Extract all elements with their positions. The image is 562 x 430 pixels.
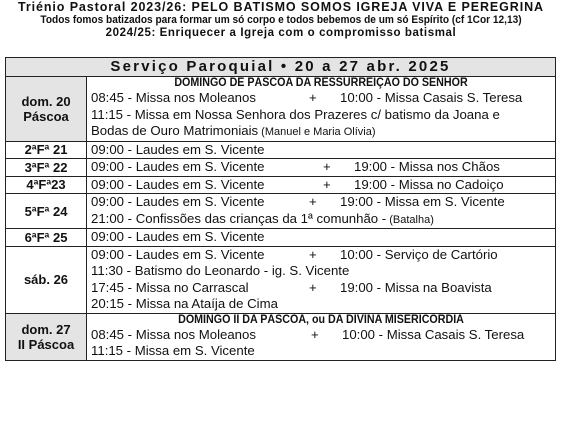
event-line — [87, 280, 555, 297]
event-text: 11:30 - Batismo do Leonardo - ig. S. Vicente — [91, 263, 350, 278]
liturgical-title: DOMINGO II DA PÁSCOA, ou DA DIVINA MISERICÓRDIA — [178, 313, 464, 326]
event-line — [87, 229, 555, 246]
event-text: 21:00 - Confissões das crianças da 1ª comunhão - — [91, 210, 387, 226]
event-note: (Batalha) — [386, 213, 434, 226]
event-text-secondary: 10:00 - Serviço de Cartório — [340, 246, 498, 262]
day-label: 5ªFª 24 — [24, 203, 68, 219]
event-line — [87, 327, 555, 344]
day-cell — [6, 159, 87, 177]
event-line — [87, 177, 555, 194]
header-line-3: 2024/25: Enriquecer a Igreja com o compromisso batismal — [105, 27, 457, 39]
day-label: 2ªFª 21 — [24, 142, 68, 158]
event-text: 20:15 - Missa na Ataíja de Cima — [91, 296, 278, 311]
event-text: 09:00 - Laudes em S. Vicente — [91, 159, 265, 174]
event-line — [87, 123, 555, 141]
events-cell — [87, 159, 556, 177]
day-cell — [6, 194, 87, 229]
schedule-title: Serviço Paroquial • 20 a 27 abr. 2025 — [6, 58, 556, 77]
event-text-secondary: 10:00 - Missa Casais S. Teresa — [340, 90, 523, 105]
event-line — [87, 159, 555, 176]
event-line — [87, 296, 555, 313]
schedule-row — [6, 194, 556, 229]
event-line — [87, 247, 555, 264]
event-note: (Manuel e Maria Olívia) — [258, 126, 376, 138]
events-cell — [87, 176, 556, 194]
liturgical-title: DOMINGO DE PÁSCOA DA RESSURREIÇÃO DO SENHOR — [174, 77, 468, 89]
day-cell — [6, 246, 87, 313]
day-cell — [6, 229, 87, 247]
event-text-secondary: 19:00 - Missa no Cadoiço — [354, 176, 504, 192]
events-cell — [87, 246, 556, 313]
schedule-row — [6, 229, 556, 247]
day-cell — [6, 77, 87, 142]
event-line — [87, 107, 555, 124]
header-line-2: Todos fomos batizados para formar um só corpo e todos bebemos de um só Espírito (cf 1Cor 12,13) — [40, 14, 522, 26]
schedule-row — [6, 246, 556, 313]
day-label: 3ªFª 22 — [24, 159, 68, 175]
day-label: 4ªFª23 — [26, 177, 66, 193]
event-line — [87, 142, 555, 159]
plus-separator: + — [309, 90, 317, 105]
schedule-row — [6, 176, 556, 194]
plus-separator: + — [311, 326, 319, 342]
event-line — [87, 194, 555, 211]
events-cell — [87, 313, 556, 360]
event-text: 09:00 - Laudes em S. Vicente — [91, 246, 265, 262]
schedule-row — [6, 159, 556, 177]
event-text: 11:15 - Missa em S. Vicente — [91, 343, 255, 358]
event-text: 08:45 - Missa nos Moleanos — [91, 90, 256, 105]
day-sublabel: II Páscoa — [17, 336, 75, 352]
schedule-rows — [6, 77, 556, 361]
plus-separator: + — [323, 176, 331, 192]
day-label: dom. 20 — [21, 93, 71, 109]
event-line — [87, 263, 555, 280]
day-cell — [6, 313, 87, 360]
events-cell — [87, 141, 556, 159]
header — [0, 1, 562, 40]
event-text-secondary: 19:00 - Missa na Boavista — [340, 279, 492, 295]
event-text: Bodas de Ouro Matrimoniais — [91, 123, 259, 138]
events-cell — [87, 77, 556, 142]
events-cell — [87, 194, 556, 229]
event-text: 11:15 - Missa em Nossa Senhora dos Prazeres c/ batismo da Joana e — [91, 106, 500, 122]
event-line — [87, 90, 555, 107]
plus-separator: + — [323, 159, 331, 174]
day-cell — [6, 141, 87, 159]
day-sublabel: Páscoa — [23, 108, 69, 124]
event-text: 09:00 - Laudes em S. Vicente — [91, 194, 265, 209]
event-text: 08:45 - Missa nos Moleanos — [91, 326, 256, 342]
event-text-secondary: 19:00 - Missa nos Chãos — [354, 159, 500, 174]
day-label: sáb. 26 — [23, 272, 69, 287]
events-cell — [87, 229, 556, 247]
schedule-row — [6, 141, 556, 159]
plus-separator: + — [309, 279, 317, 295]
plus-separator: + — [309, 246, 317, 262]
day-label: 6ªFª 25 — [24, 229, 68, 245]
event-text: 09:00 - Laudes em S. Vicente — [91, 229, 265, 244]
day-label: dom. 27 — [21, 321, 71, 337]
event-text: 09:00 - Laudes em S. Vicente — [91, 176, 265, 192]
plus-separator: + — [309, 194, 317, 209]
header-line-1: Triénio Pastoral 2023/26: PELO BATISMO SOMOS IGREJA VIVA E PEREGRINA — [18, 0, 544, 14]
schedule-table — [5, 57, 556, 361]
event-text: 17:45 - Missa no Carrascal — [91, 279, 249, 295]
day-cell — [6, 176, 87, 194]
schedule-row — [6, 313, 556, 360]
event-text: 09:00 - Laudes em S. Vicente — [91, 141, 265, 157]
event-text-secondary: 10:00 - Missa Casais S. Teresa — [342, 326, 525, 342]
event-line — [87, 343, 555, 360]
event-text-secondary: 19:00 - Missa em S. Vicente — [340, 194, 505, 209]
schedule-row — [6, 77, 556, 142]
event-line — [87, 211, 555, 229]
